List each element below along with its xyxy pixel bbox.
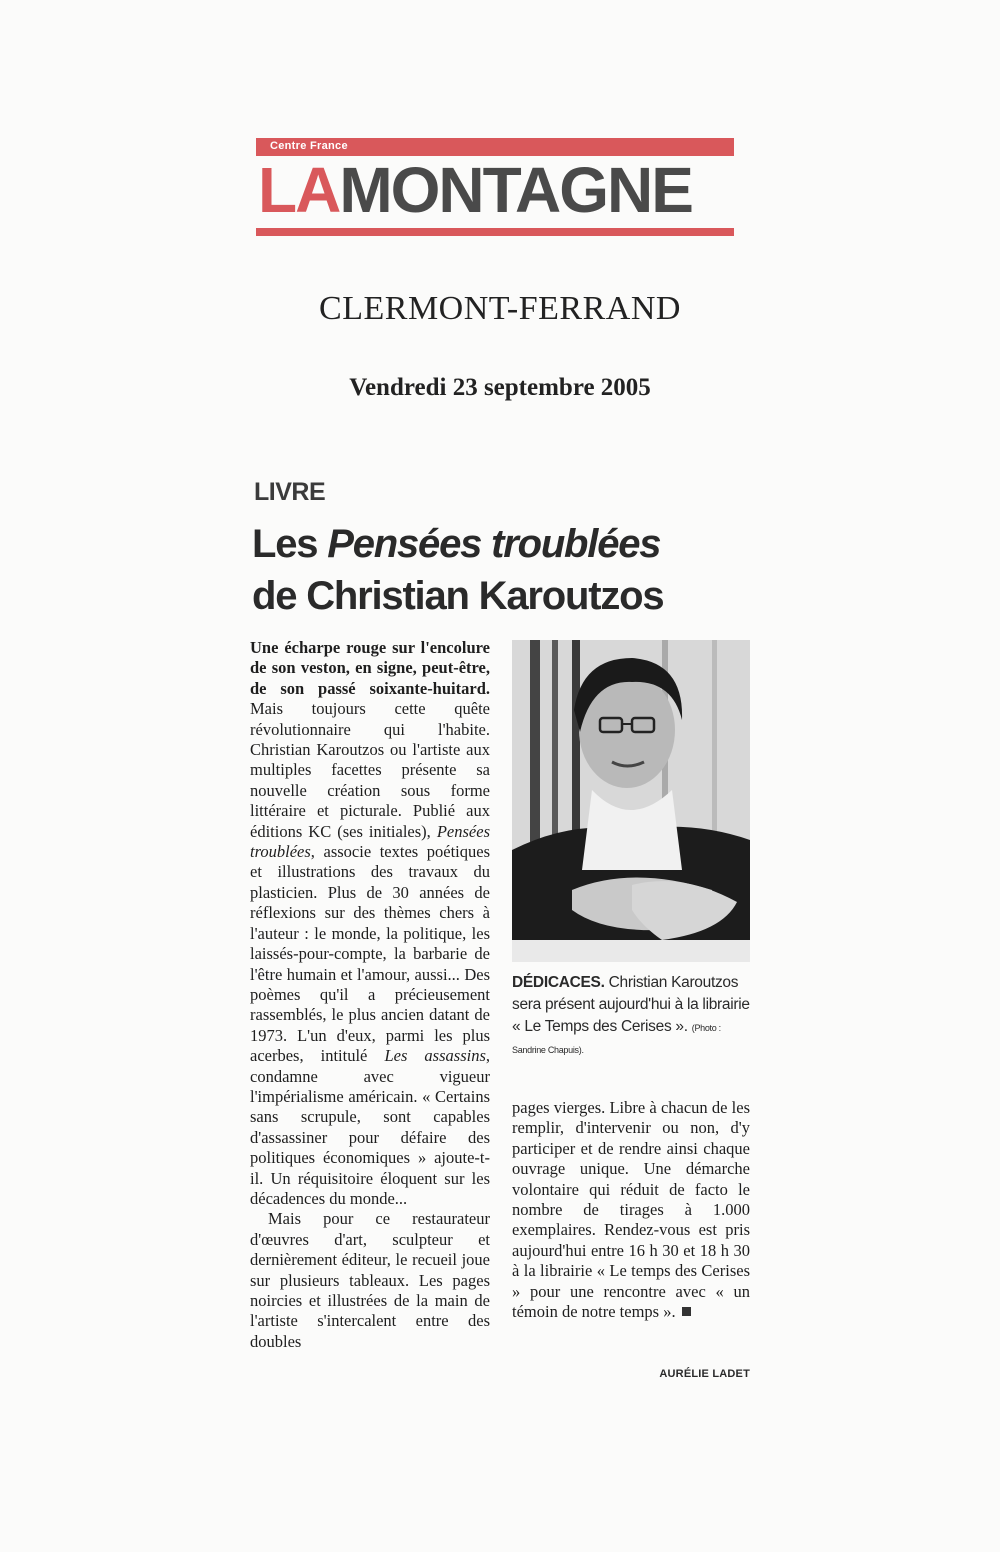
masthead-title bbox=[258, 154, 692, 226]
headline-line-2: de Christian Karoutzos bbox=[252, 574, 664, 618]
article-paragraph-2: Mais pour ce restaurateur d'œuvres d'art, sculpteur et dernièrement éditeur, le recueil joue sur plusieurs tableaux. Les pages noircies et illustrées de la main de l'artiste s'intercalent entre des doubles bbox=[250, 1209, 490, 1351]
article-column-right bbox=[512, 1098, 750, 1322]
headline-book-title: Pensées troublées bbox=[327, 522, 661, 566]
paragraph-1-part-b: , associe textes poétiques et illustrations des travaux du plasticien. Plus de 30 années de réflexions sur des thèmes chers à l'auteur : le monde, la politique, les laissés-pour-compte, la barbarie de l'être humain et l'amour, aussi... Des poèmes qu'il a précieusement rassemblés, le plus ancien datant de 1973. L'un d'eux, parmi les plus acerbes, intitulé bbox=[250, 842, 490, 1066]
paragraph-1-part-a: Mais toujours cette quête révolutionnaire qui l'habite. Christian Karoutzos ou l'artiste aux multiples facettes présente sa nouvelle création sous forme littéraire et picturale. Publié aux éditions KC (ses initiales), bbox=[250, 699, 490, 841]
masthead-bottom-bar bbox=[256, 228, 734, 236]
article-lead: Une écharpe rouge sur l'encolure de son veston, en signe, peut-être, de son passé soixante-huitard. bbox=[250, 638, 490, 698]
paragraph-2-cont-text: pages vierges. Libre à chacun de les remplir, d'intervenir ou non, d'y participer et de rendre ainsi chaque ouvrage unique. Une démarche volontaire qui réduit de facto le nombre de tirages à 1.000 exemplaires. Rendez-vous est pris aujourd'hui entre 16 h 30 et 18 h 30 à la librairie « Le temps des Cerises » pour une rencontre avec « un témoin de notre temps ». bbox=[512, 1098, 750, 1322]
photo-credit: (Photo : Sandrine Chapuis). bbox=[512, 1023, 721, 1055]
author-photo bbox=[512, 640, 750, 962]
headline-prefix: Les bbox=[252, 522, 318, 566]
article-column-left bbox=[250, 638, 490, 1352]
article-headline bbox=[252, 518, 772, 622]
masthead-title-la: LA bbox=[258, 154, 340, 226]
masthead-brand: Centre France bbox=[270, 140, 348, 152]
article-paragraph-1 bbox=[250, 638, 490, 1209]
article-byline: AURÉLIE LADET bbox=[659, 1368, 750, 1380]
paragraph-1-part-c: , condamne avec vigueur l'impérialisme américain. « Certains sans scrupule, sont capables d'assassiner pour défaire des politiques économiques » ajoute-t-il. Un réquisitoire éloquent sur les décadences du monde... bbox=[250, 1046, 490, 1208]
poem-title-inline: Les assassins bbox=[384, 1046, 486, 1066]
book-title-inline: Pensées troublées bbox=[250, 821, 490, 862]
section-kicker: LIVRE bbox=[254, 478, 326, 506]
photo-caption bbox=[512, 972, 752, 1060]
end-of-article-mark bbox=[682, 1307, 691, 1316]
article-paragraph-2-continued bbox=[512, 1098, 750, 1322]
masthead-title-rest: MONTAGNE bbox=[339, 154, 692, 226]
newspaper-masthead bbox=[256, 138, 734, 238]
edition-city: CLERMONT-FERRAND bbox=[319, 290, 681, 327]
edition-date: Vendredi 23 septembre 2005 bbox=[349, 374, 651, 401]
caption-text: Christian Karoutzos sera présent aujourd'hui à la librairie « Le Temps des Cerises ». bbox=[512, 974, 750, 1035]
author-photo-image bbox=[512, 640, 750, 962]
caption-kicker: DÉDICACES. bbox=[512, 974, 605, 991]
